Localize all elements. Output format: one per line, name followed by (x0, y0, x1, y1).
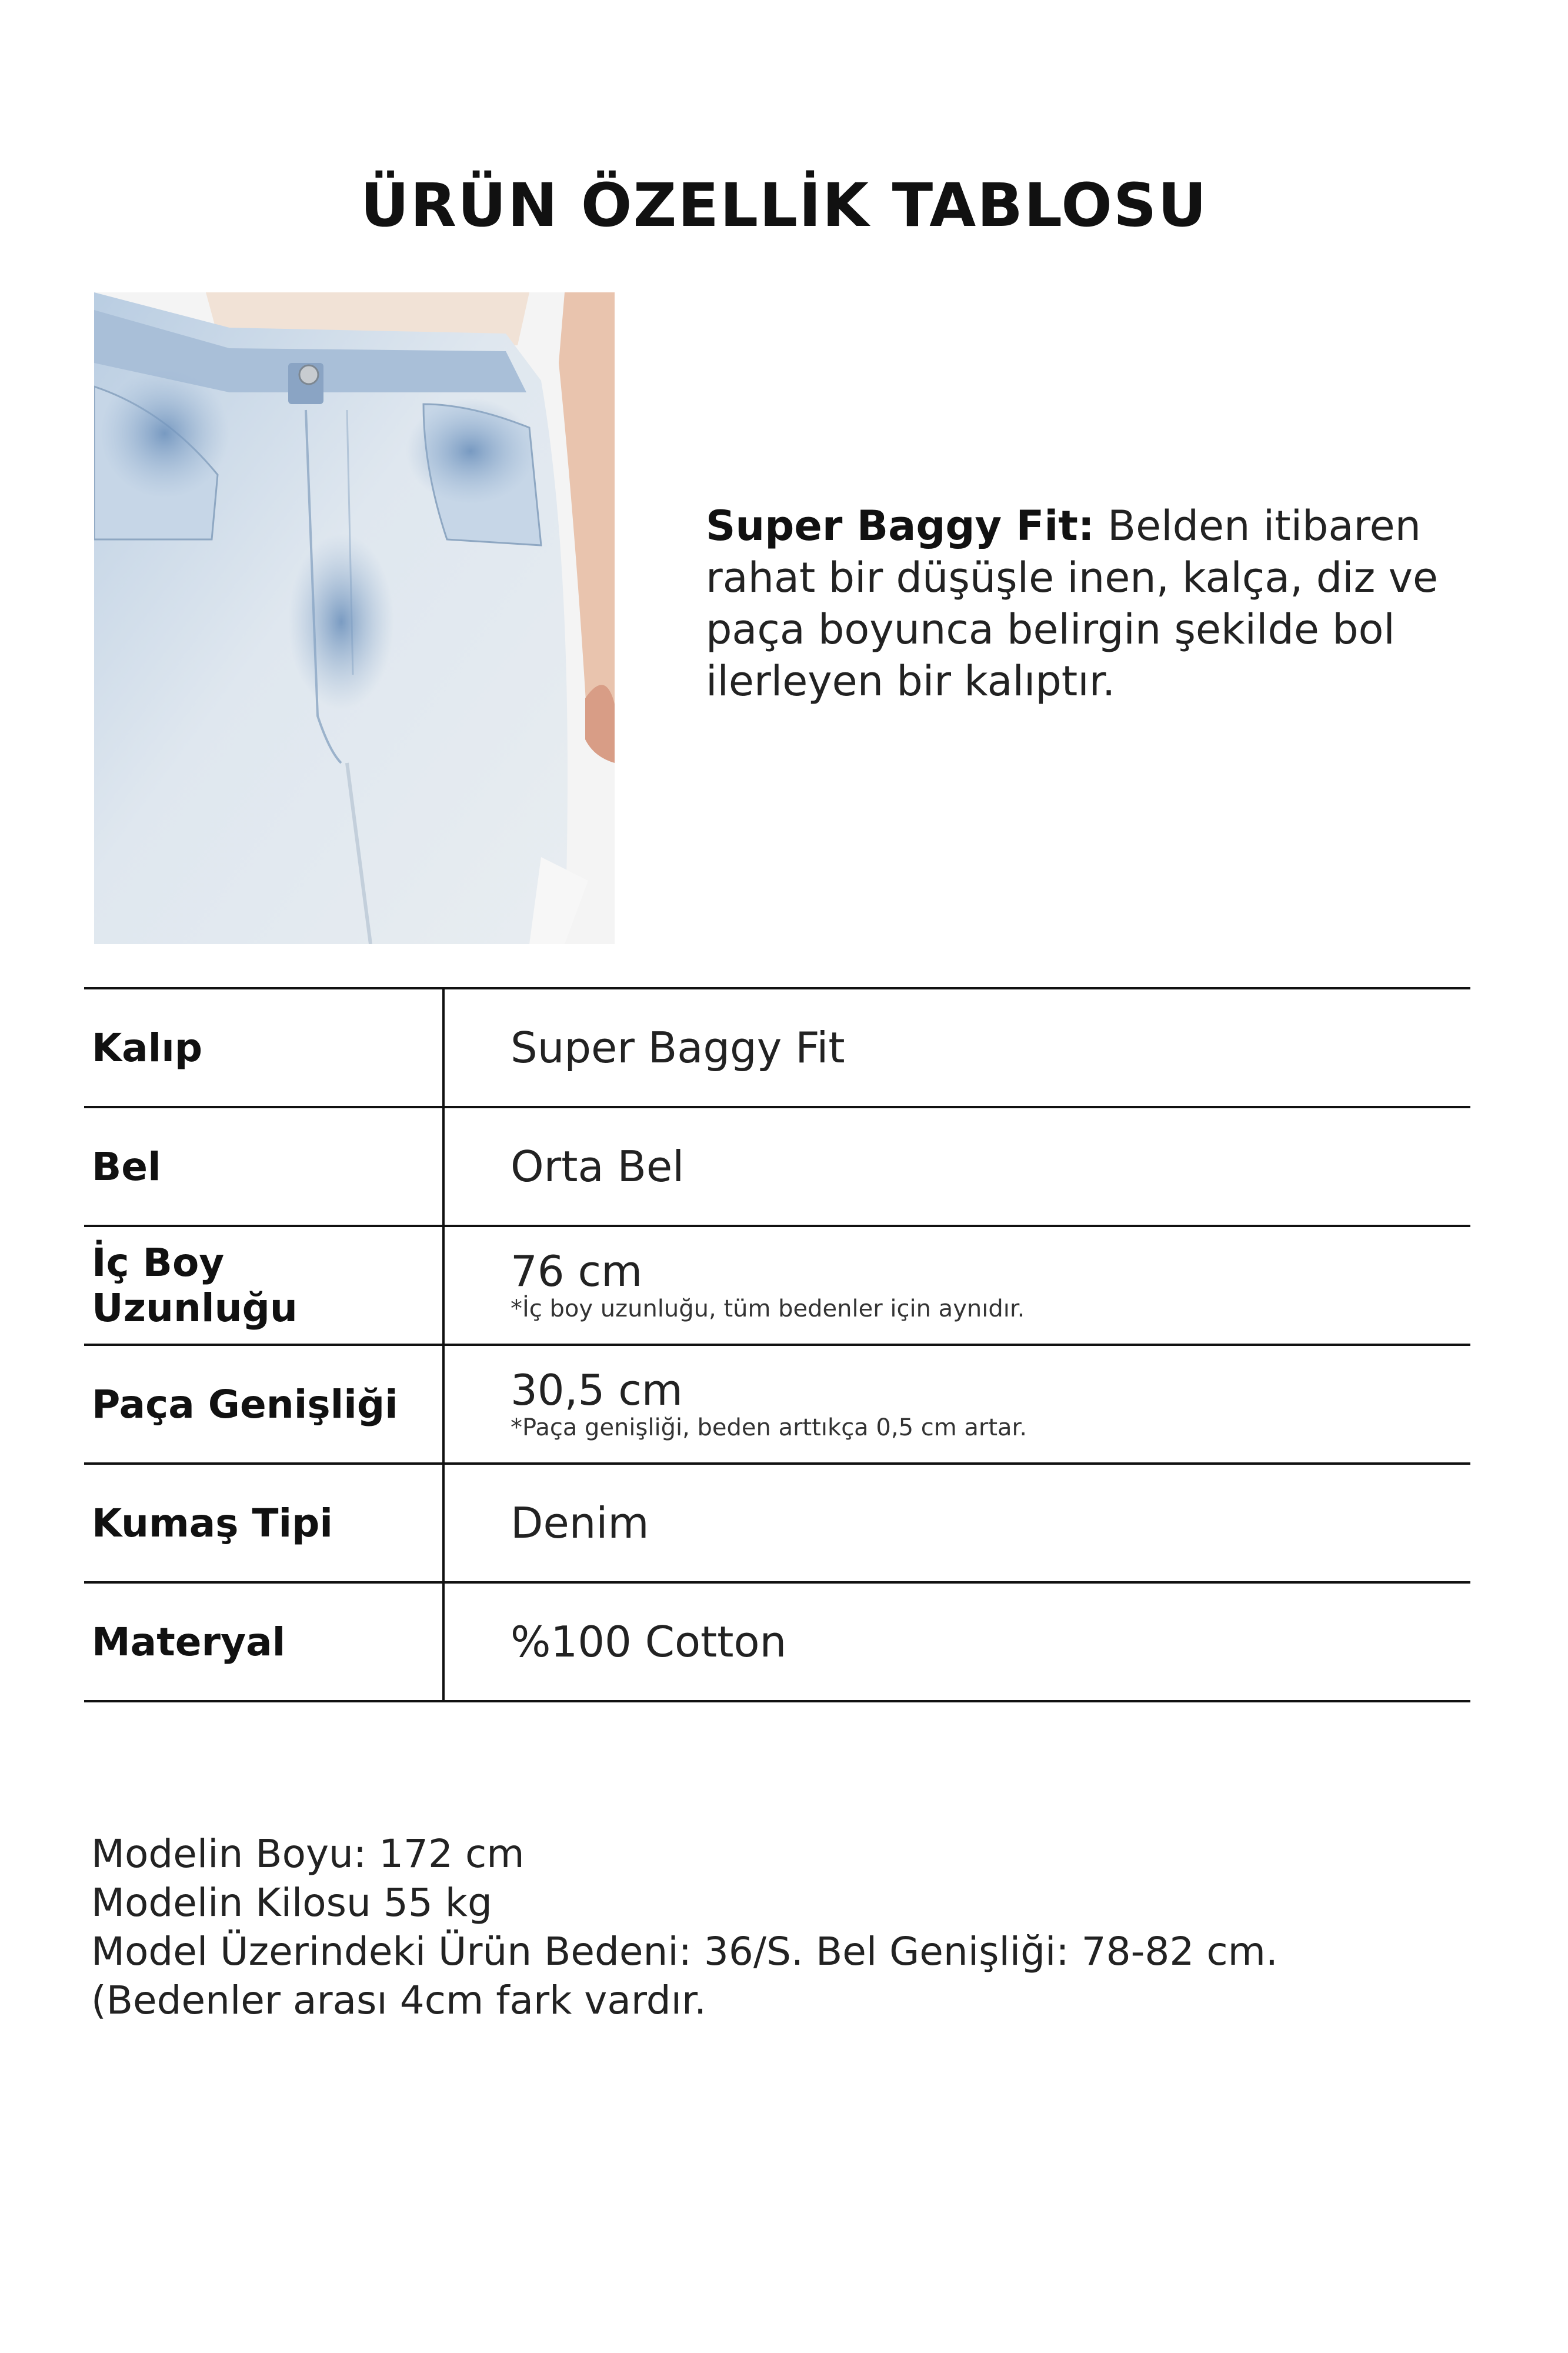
value-main: Denim (511, 1498, 649, 1548)
row-label: İç Boy Uzunluğu (84, 1226, 443, 1345)
row-label: Bel (84, 1107, 443, 1226)
fit-name: Super Baggy Fit: (706, 502, 1095, 550)
value-main: 76 cm (511, 1247, 643, 1296)
table-row (84, 1107, 1470, 1226)
page-title: ÜRÜN ÖZELLİK TABLOSU (360, 171, 1208, 241)
table-row (84, 1464, 1470, 1582)
model-weight: Modelin Kilosu 55 kg (91, 1880, 492, 1925)
row-value (443, 1226, 1470, 1345)
row-value (443, 1107, 1470, 1226)
row-value (443, 1582, 1470, 1701)
row-label: Materyal (84, 1582, 443, 1701)
value-note: *Paça genişliği, beden arttıkça 0,5 cm artar. (511, 1414, 1027, 1441)
product-photo (94, 292, 615, 944)
row-label: Paça Genişliği (84, 1345, 443, 1464)
table-row (84, 1582, 1470, 1701)
fit-text: Belden itibaren rahat bir düşüşle inen, kalça, diz ve paça boyunca belirgin şekilde bol ilerleyen bir kalıptır. (706, 502, 1439, 705)
value-main: %100 Cotton (511, 1617, 787, 1667)
row-label: Kumaş Tipi (84, 1464, 443, 1582)
value-main: Super Baggy Fit (511, 1023, 845, 1072)
spec-table (84, 987, 1470, 1702)
row-value (443, 988, 1470, 1107)
row-label: Kalıp (84, 988, 443, 1107)
row-value (443, 1345, 1470, 1464)
value-note: *İç boy uzunluğu, tüm bedenler için aynıdır. (511, 1295, 1025, 1322)
model-size: Model Üzerindeki Ürün Bedeni: 36/S. Bel Genişliği: 78-82 cm. (Bedenler arası 4cm fark vardır. (91, 1929, 1278, 2023)
value-main: Orta Bel (511, 1142, 685, 1191)
table-row (84, 1345, 1470, 1464)
row-value (443, 1464, 1470, 1582)
model-info (91, 1829, 1444, 2025)
fit-description (706, 500, 1494, 707)
model-height: Modelin Boyu: 172 cm (91, 1831, 525, 1877)
table-row (84, 1226, 1470, 1345)
table-row (84, 988, 1470, 1107)
value-main: 30,5 cm (511, 1365, 683, 1415)
